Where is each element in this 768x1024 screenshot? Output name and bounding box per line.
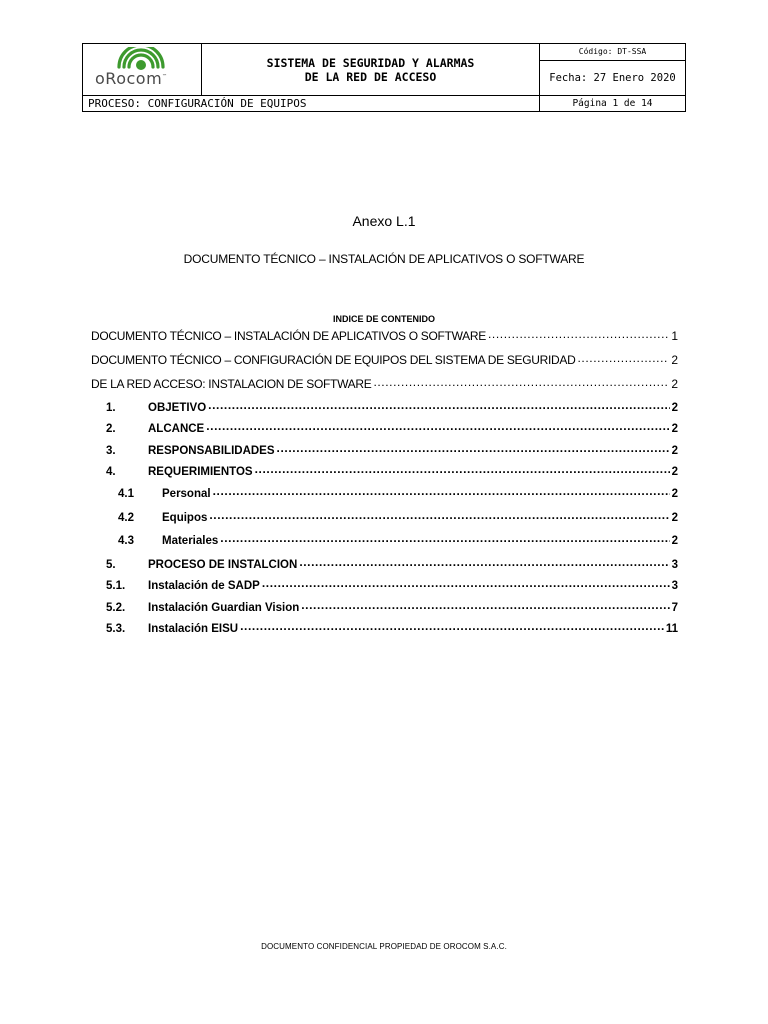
toc-entry-page: 11 [665,623,678,635]
process-label: PROCESO: CONFIGURACIÓN DE EQUIPOS [83,95,540,111]
toc-entry[interactable] [91,509,678,525]
toc-leader [209,509,669,521]
toc-leader [578,352,670,364]
toc-entry[interactable] [91,420,678,436]
logo-wordmark: oRocom™ [95,69,168,88]
toc-entry-page: 2 [671,423,678,435]
toc-entry[interactable] [91,485,678,501]
toc-leader [208,399,669,411]
toc-entry-label: ALCANCE [148,423,205,435]
toc-leader [373,376,669,388]
toc-leader [299,556,669,568]
toc-entry-label: DE LA RED ACCESO: INSTALACION DE SOFTWARE [91,377,372,391]
toc-entry-label: Personal [162,488,211,500]
toc-leader [255,463,670,475]
toc-entry[interactable] [91,599,678,615]
toc-entry[interactable] [91,352,678,368]
toc-entry-page: 1 [671,329,678,343]
toc-entry-label: REQUERIMIENTOS [148,466,253,478]
toc-entry-label: Materiales [162,535,219,547]
toc-entry[interactable] [91,442,678,458]
confidential-footer: DOCUMENTO CONFIDENCIAL PROPIEDAD DE OROCOM S.A.C. [261,942,507,951]
document-header [82,43,686,112]
toc-entry-label: Equipos [162,512,208,524]
toc-entry[interactable] [91,328,678,344]
toc-entry-number: 4.3 [118,535,134,547]
toc-leader [213,485,670,497]
system-title-line2: DE LA RED DE ACCESO [304,69,437,84]
toc-heading: INDICE DE CONTENIDO [332,314,435,324]
toc-entry-page: 2 [671,353,678,367]
toc-leader [240,620,664,632]
toc-entry[interactable] [91,532,678,548]
toc-entry-label: PROCESO DE INSTALCION [148,559,298,571]
toc-entry[interactable] [91,463,678,479]
toc-entry-page: 3 [671,559,678,571]
document-code: Código: DT-SSA [540,44,685,61]
toc-entry-page: 3 [671,580,678,592]
toc-entry-number: 4.1 [118,488,134,500]
toc-entry[interactable] [91,556,678,572]
toc-entry[interactable] [91,399,678,415]
toc-entry-number: 5.3. [106,623,126,635]
toc-entry-label: RESPONSABILIDADES [148,445,275,457]
toc-entry-label: Instalación de SADP [148,580,260,592]
toc-entry[interactable] [91,376,678,392]
toc-leader [206,420,669,432]
toc-entry-page: 2 [671,402,678,414]
toc-leader [277,442,670,454]
annex-title: Anexo L.1 [352,213,416,229]
toc-entry[interactable] [91,577,678,593]
toc-leader [488,328,669,340]
toc-entry-number: 4. [106,466,116,478]
page-number: Página 1 de 14 [540,95,685,111]
toc-entry-page: 2 [671,466,678,478]
toc-entry-page: 2 [671,488,678,500]
system-title [202,44,540,95]
toc-entry-number: 2. [106,423,116,435]
toc-leader [262,577,670,589]
document-date: Fecha: 27 Enero 2020 [549,72,676,84]
toc-entry-number: 5. [106,559,116,571]
document-title: DOCUMENTO TÉCNICO – INSTALACIÓN DE APLICATIVOS O SOFTWARE [183,252,585,266]
toc-entry-page: 2 [671,535,678,547]
toc-entry-number: 1. [106,402,116,414]
toc-entry-page: 7 [671,602,678,614]
company-logo [91,47,195,91]
toc-entry-page: 2 [671,445,678,457]
toc-entry-number: 3. [106,445,116,457]
system-title-line1: SISTEMA DE SEGURIDAD Y ALARMAS [266,55,475,70]
toc-entry[interactable] [91,620,678,636]
toc-entry-number: 5.2. [106,602,126,614]
toc-entry-number: 4.2 [118,512,134,524]
toc-entry-page: 2 [671,512,678,524]
toc-leader [301,599,669,611]
toc-entry-label: DOCUMENTO TÉCNICO – CONFIGURACIÓN DE EQUIPOS DEL SISTEMA DE SEGURIDAD [91,353,576,367]
toc-entry-label: DOCUMENTO TÉCNICO – INSTALACIÓN DE APLICATIVOS O SOFTWARE [91,329,486,343]
toc-entry-page: 2 [671,377,678,391]
logo-cell [83,44,202,95]
toc-entry-number: 5.1. [106,580,126,592]
toc-entry-label: OBJETIVO [148,402,207,414]
toc-entry-label: Instalación Guardian Vision [148,602,300,614]
toc-leader [220,532,669,544]
toc-entry-label: Instalación EISU [148,623,239,635]
